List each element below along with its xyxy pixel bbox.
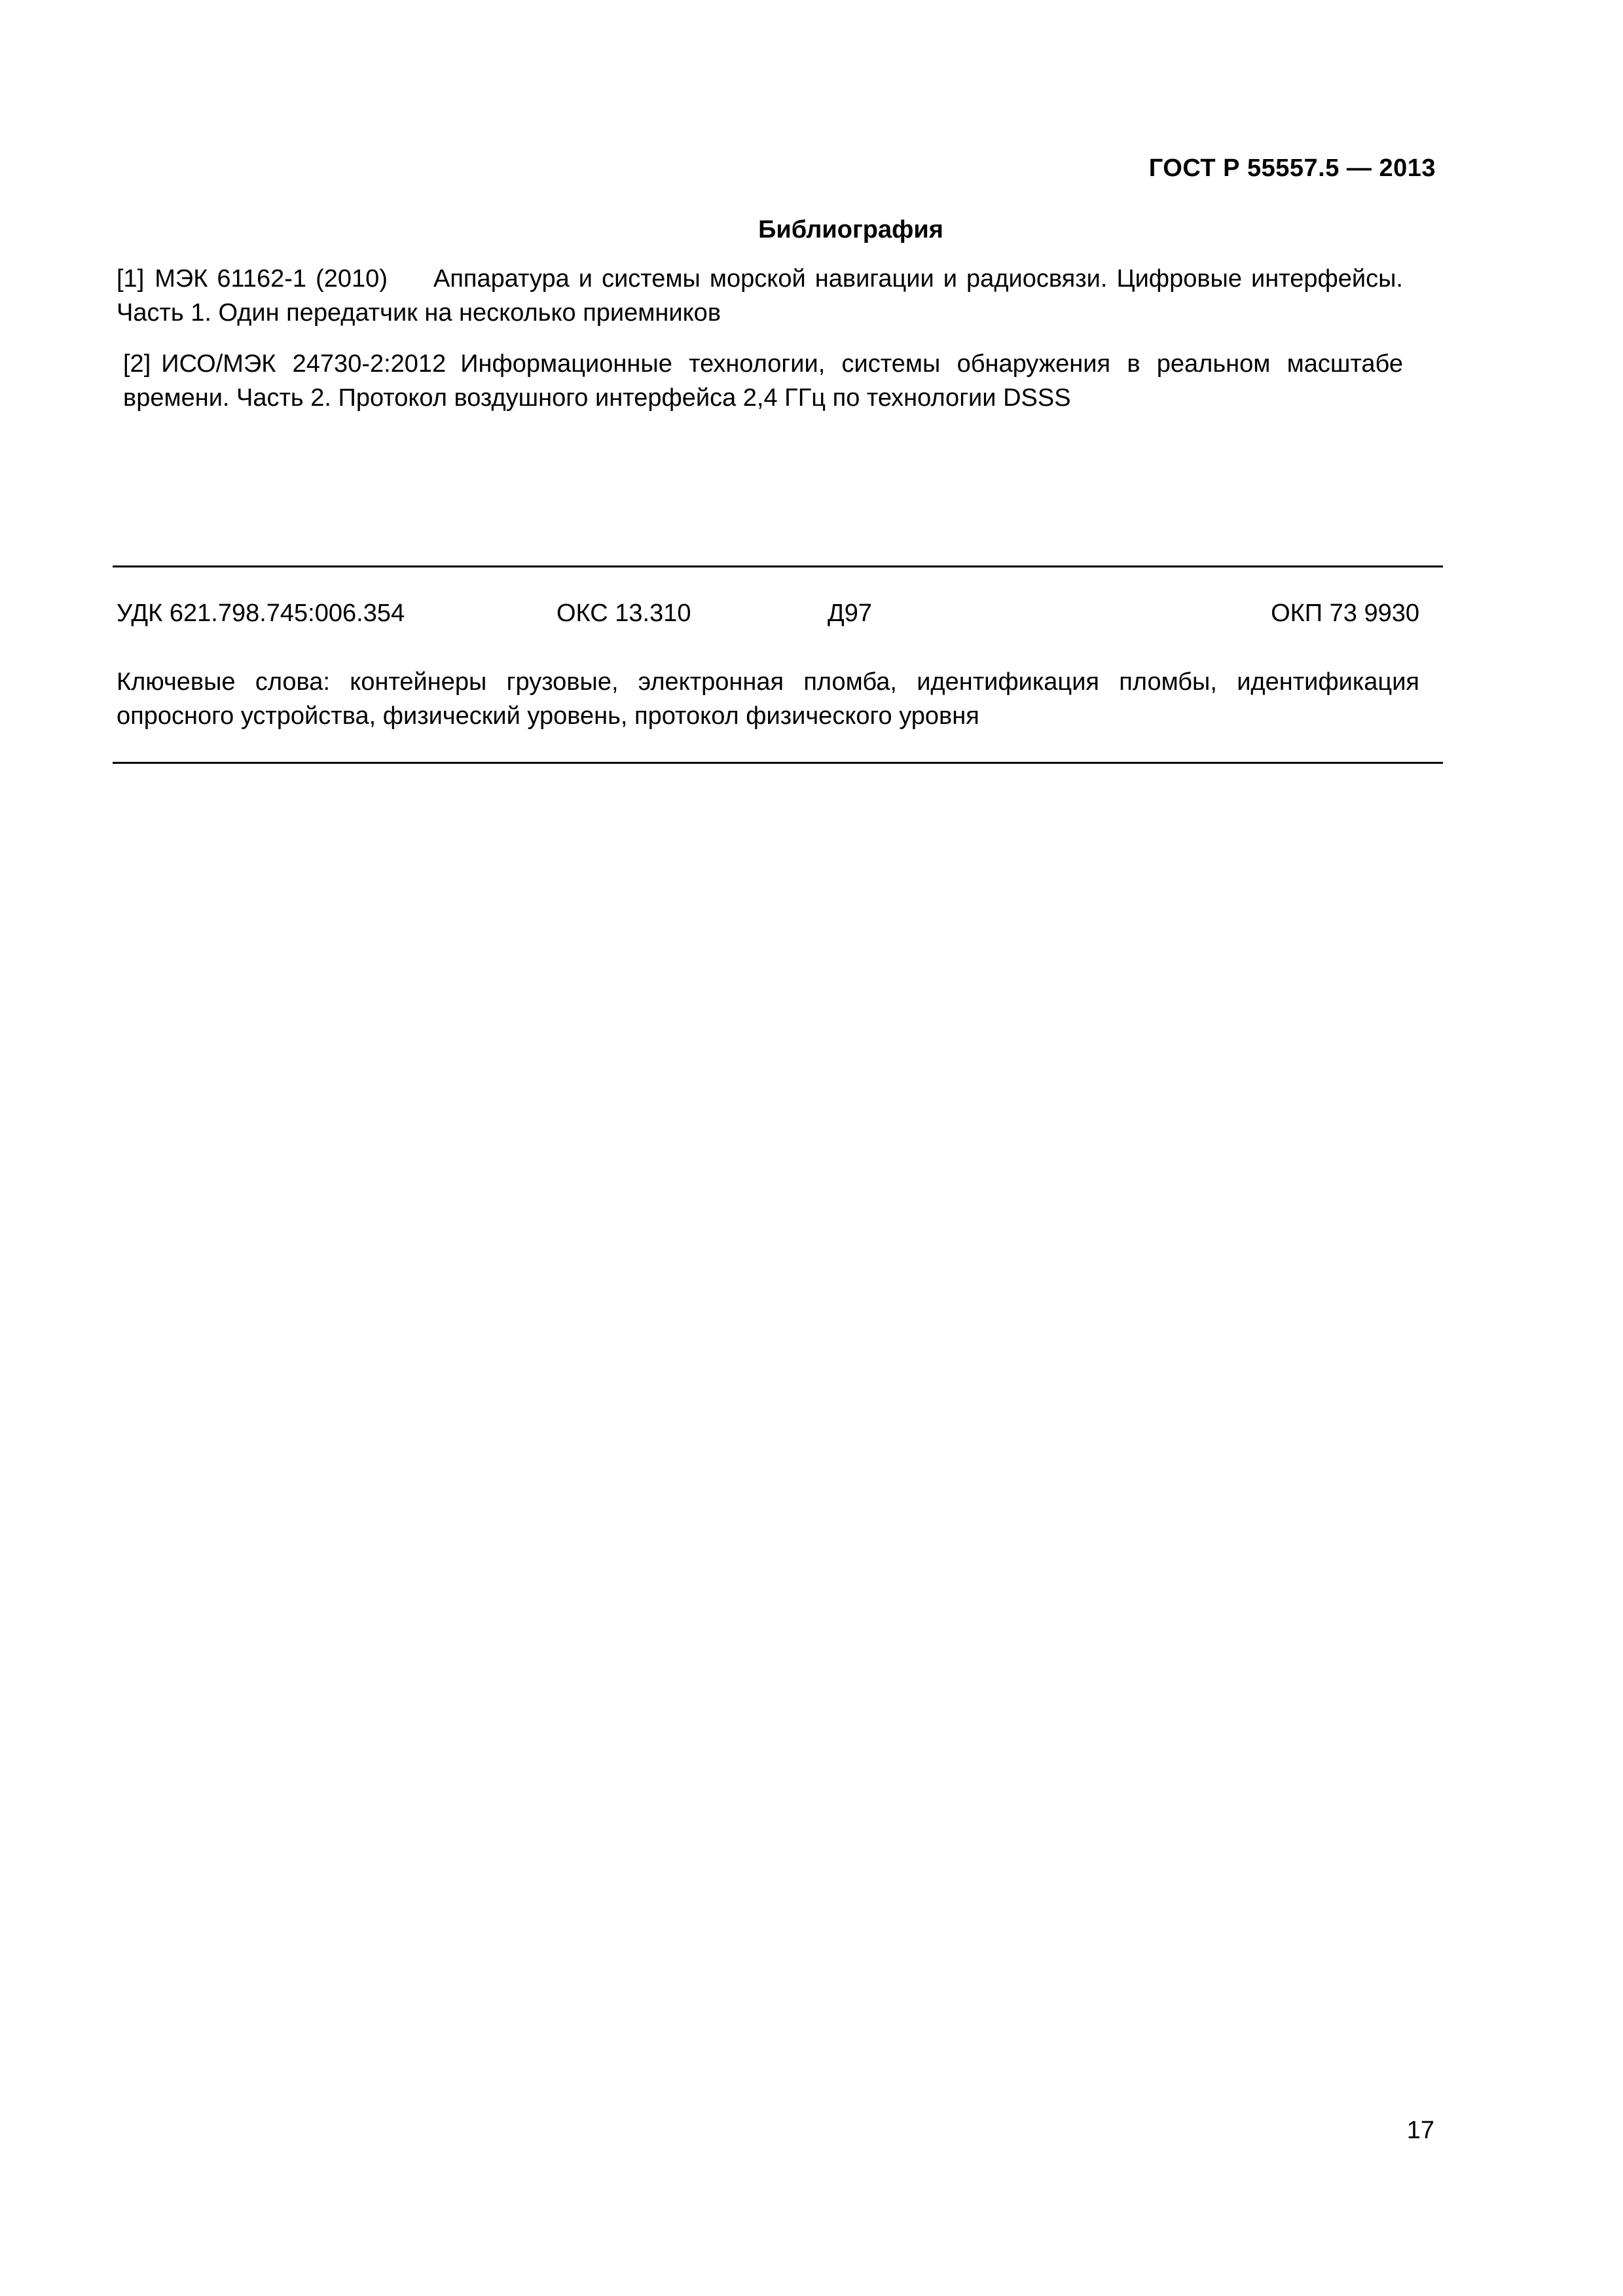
divider-bottom (113, 762, 1443, 764)
entry-text: Информационные технологии, системы обнаружения в реальном масштабе времени. Часть 2. Протокол воздушного интерфейса 2,4 ГГц по технологии DSSS (123, 350, 1403, 412)
udk-code: УДК 621.798.745:006.354 (117, 600, 405, 627)
entry-reference: МЭК 61162-1 (2010) (155, 265, 388, 293)
document-code: ГОСТ Р 55557.5 — 2013 (1148, 154, 1436, 182)
bibliography-list (117, 262, 1403, 432)
entry-text: Аппаратура и системы морской навигации и радиосвязи. Цифровые интерфейсы. Часть 1. Один передатчик на несколько приемников (117, 265, 1403, 327)
bibliography-title: Библиография (758, 216, 943, 243)
divider-top (113, 565, 1443, 567)
bibliography-entry (117, 347, 1403, 415)
page-number: 17 (1406, 2117, 1434, 2144)
classification-row (117, 600, 1419, 634)
bibliography-entry (117, 262, 1403, 330)
group-code: Д97 (828, 600, 873, 627)
keywords: Ключевые слова: контейнеры грузовые, электронная пломба, идентификация пломбы, идентификация опросного устройства, физический уровень, протокол физического уровня (117, 668, 1419, 730)
entry-number: [2] (123, 350, 151, 378)
entry-reference: ИСО/МЭК 24730-2:2012 (161, 350, 447, 378)
entry-number: [1] (117, 265, 145, 293)
okp-code: ОКП 73 9930 (1271, 600, 1419, 627)
oks-code: ОКС 13.310 (556, 600, 691, 627)
